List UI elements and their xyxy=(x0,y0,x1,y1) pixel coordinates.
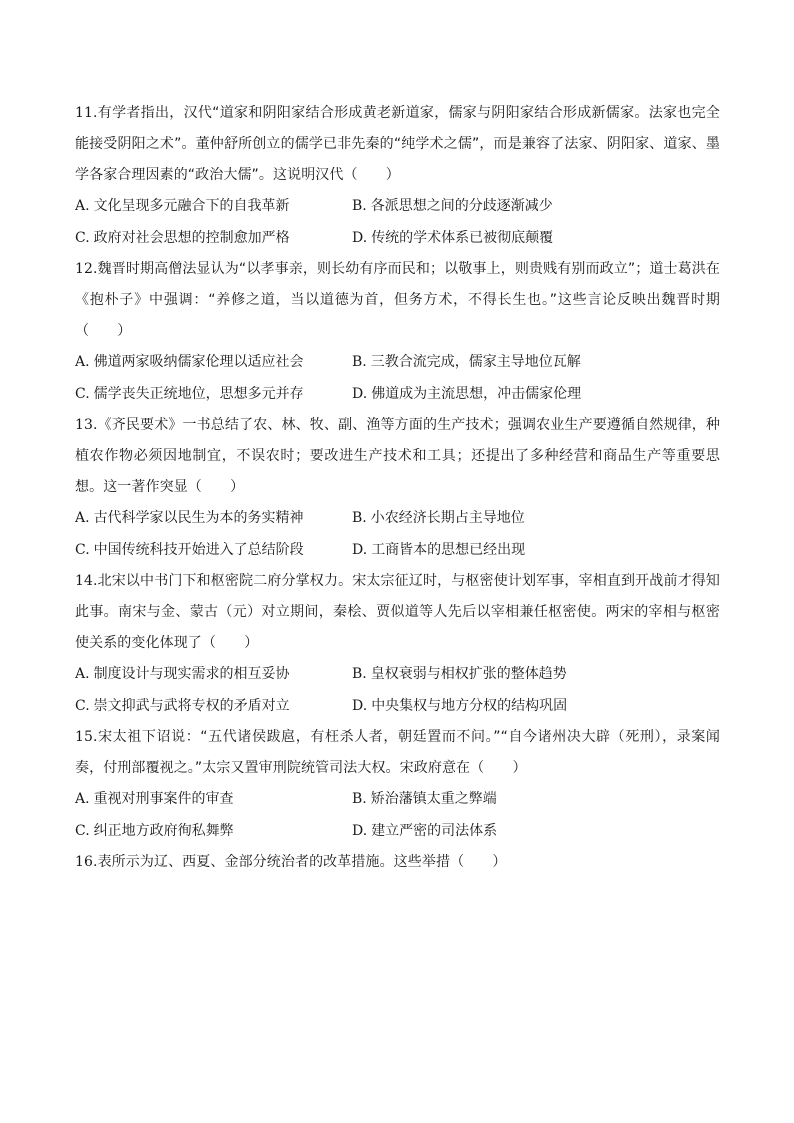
option-text: 佛道成为主流思想，冲击儒家伦理 xyxy=(371,385,582,402)
question-stem xyxy=(75,98,720,191)
option-text: 儒学丧失正统地位，思想多元并存 xyxy=(93,385,304,402)
option-text: 三教合流完成，儒家主导地位瓦解 xyxy=(370,354,581,370)
option-letter: B. xyxy=(352,791,367,807)
option-c xyxy=(75,691,352,723)
question-text: 宋太祖下诏说：“五代诸侯跋扈，有枉杀人者，朝廷置而不问。”“自今诸州决大辟（死刑），录案闻奏，付刑部覆视之。”太宗又置审刑院统管司法大权。宋政府意在（ ） xyxy=(75,729,720,776)
option-a xyxy=(75,503,352,535)
option-letter: A. xyxy=(75,510,90,526)
option-text: 矫治藩镇太重之弊端 xyxy=(370,791,497,807)
option-text: 工商皆本的思想已经出现 xyxy=(371,541,526,558)
question-text: 魏晋时期高僧法显认为“以孝事亲，则长幼有序而民和；以敬事上，则贵贱有别而政立”；道士葛洪在《抱朴子》中强调：“养修之道，当以道德为首，但务方术，不得长生也。”这些言论反映出魏晋时期（ ） xyxy=(75,261,720,339)
option-letter: C. xyxy=(75,541,90,558)
options xyxy=(75,347,720,410)
option-text: 传统的学术体系已被彻底颠覆 xyxy=(371,229,554,246)
option-text: 各派思想之间的分歧逐渐减少 xyxy=(370,198,553,214)
option-text: 纠正地方政府徇私舞弊 xyxy=(93,822,234,839)
option-letter: D. xyxy=(352,697,368,714)
option-a xyxy=(75,191,352,223)
option-text: 古代科学家以民生为本的务实精神 xyxy=(93,510,304,526)
option-letter: B. xyxy=(352,510,367,526)
question-11 xyxy=(75,98,720,254)
question-15 xyxy=(75,722,720,847)
option-b xyxy=(352,659,720,691)
option-text: 重视对刑事案件的审查 xyxy=(93,791,234,807)
question-number: 13. xyxy=(75,417,98,433)
option-c xyxy=(75,223,352,255)
option-text: 文化呈现多元融合下的自我革新 xyxy=(93,198,290,214)
option-a xyxy=(75,659,352,691)
option-letter: A. xyxy=(75,666,90,682)
question-16 xyxy=(75,847,720,878)
option-text: 建立严密的司法体系 xyxy=(371,822,498,839)
option-a xyxy=(75,347,352,379)
option-letter: C. xyxy=(75,385,90,402)
option-letter: C. xyxy=(75,697,90,714)
option-text: 中央集权与地方分权的结构巩固 xyxy=(371,697,568,714)
exam-page xyxy=(75,98,720,878)
question-text: 《齐民要术》一书总结了农、林、牧、副、渔等方面的生产技术；强调农业生产要遵循自然规律，种植农作物必须因地制宜，不误农时；要改进生产技术和工具；还提出了多种经营和商品生产等重要思想。这一著作突显（ ） xyxy=(75,417,720,495)
option-text: 制度设计与现实需求的相互妥协 xyxy=(93,666,290,682)
question-number: 11. xyxy=(75,105,98,121)
option-text: 佛道两家吸纳儒家伦理以适应社会 xyxy=(93,354,304,370)
option-c xyxy=(75,535,352,567)
option-text: 中国传统科技开始进入了总结阶段 xyxy=(93,541,304,558)
question-14 xyxy=(75,566,720,722)
question-stem xyxy=(75,566,720,659)
option-letter: C. xyxy=(75,822,90,839)
option-d xyxy=(352,535,720,567)
option-letter: B. xyxy=(352,198,367,214)
option-d xyxy=(352,691,720,723)
question-13 xyxy=(75,410,720,566)
option-text: 崇文抑武与武将专权的矛盾对立 xyxy=(93,697,290,714)
option-letter: D. xyxy=(352,822,368,839)
options xyxy=(75,503,720,566)
question-text: 北宋以中书门下和枢密院二府分掌权力。宋太宗征辽时，与枢密使计划军事，宰相直到开战前才得知此事。南宋与金、蒙古（元）对立期间，秦桧、贾似道等人先后以宰相兼任枢密使。两宋的宰相与枢密使关系的变化体现了（ ） xyxy=(75,573,720,651)
option-letter: B. xyxy=(352,666,367,682)
option-d xyxy=(352,816,720,848)
option-b xyxy=(352,784,720,816)
question-stem xyxy=(75,722,720,784)
option-d xyxy=(352,223,720,255)
question-number: 16. xyxy=(75,854,98,870)
question-12 xyxy=(75,254,720,410)
option-letter: A. xyxy=(75,791,90,807)
options xyxy=(75,191,720,254)
option-letter: D. xyxy=(352,541,368,558)
option-c xyxy=(75,379,352,411)
question-stem xyxy=(75,254,720,347)
options xyxy=(75,784,720,847)
option-c xyxy=(75,816,352,848)
option-b xyxy=(352,347,720,379)
option-letter: D. xyxy=(352,229,368,246)
option-letter: C. xyxy=(75,229,90,246)
option-b xyxy=(352,191,720,223)
question-stem xyxy=(75,847,720,878)
question-text: 表所示为辽、西夏、金部分统治者的改革措施。这些举措（ ） xyxy=(97,854,507,870)
option-letter: A. xyxy=(75,198,90,214)
option-text: 皇权衰弱与相权扩张的整体趋势 xyxy=(370,666,567,682)
option-text: 小农经济长期占主导地位 xyxy=(370,510,525,526)
option-d xyxy=(352,379,720,411)
options xyxy=(75,659,720,722)
question-number: 14. xyxy=(75,573,98,589)
option-letter: D. xyxy=(352,385,368,402)
option-a xyxy=(75,784,352,816)
question-stem xyxy=(75,410,720,503)
option-letter: A. xyxy=(75,354,90,370)
question-text: 有学者指出，汉代“道家和阴阳家结合形成黄老新道家，儒家与阴阳家结合形成新儒家。法家也完全能接受阴阳之术”。董仲舒所创立的儒学已非先秦的“纯学术之儒”，而是兼容了法家、阴阳家、道家、墨学各家合理因素的“政治大儒”。这说明汉代（ ） xyxy=(75,105,720,183)
option-b xyxy=(352,503,720,535)
option-letter: B. xyxy=(352,354,367,370)
option-text: 政府对社会思想的控制愈加严格 xyxy=(93,229,290,246)
question-number: 12. xyxy=(75,261,98,277)
question-number: 15. xyxy=(75,729,98,745)
